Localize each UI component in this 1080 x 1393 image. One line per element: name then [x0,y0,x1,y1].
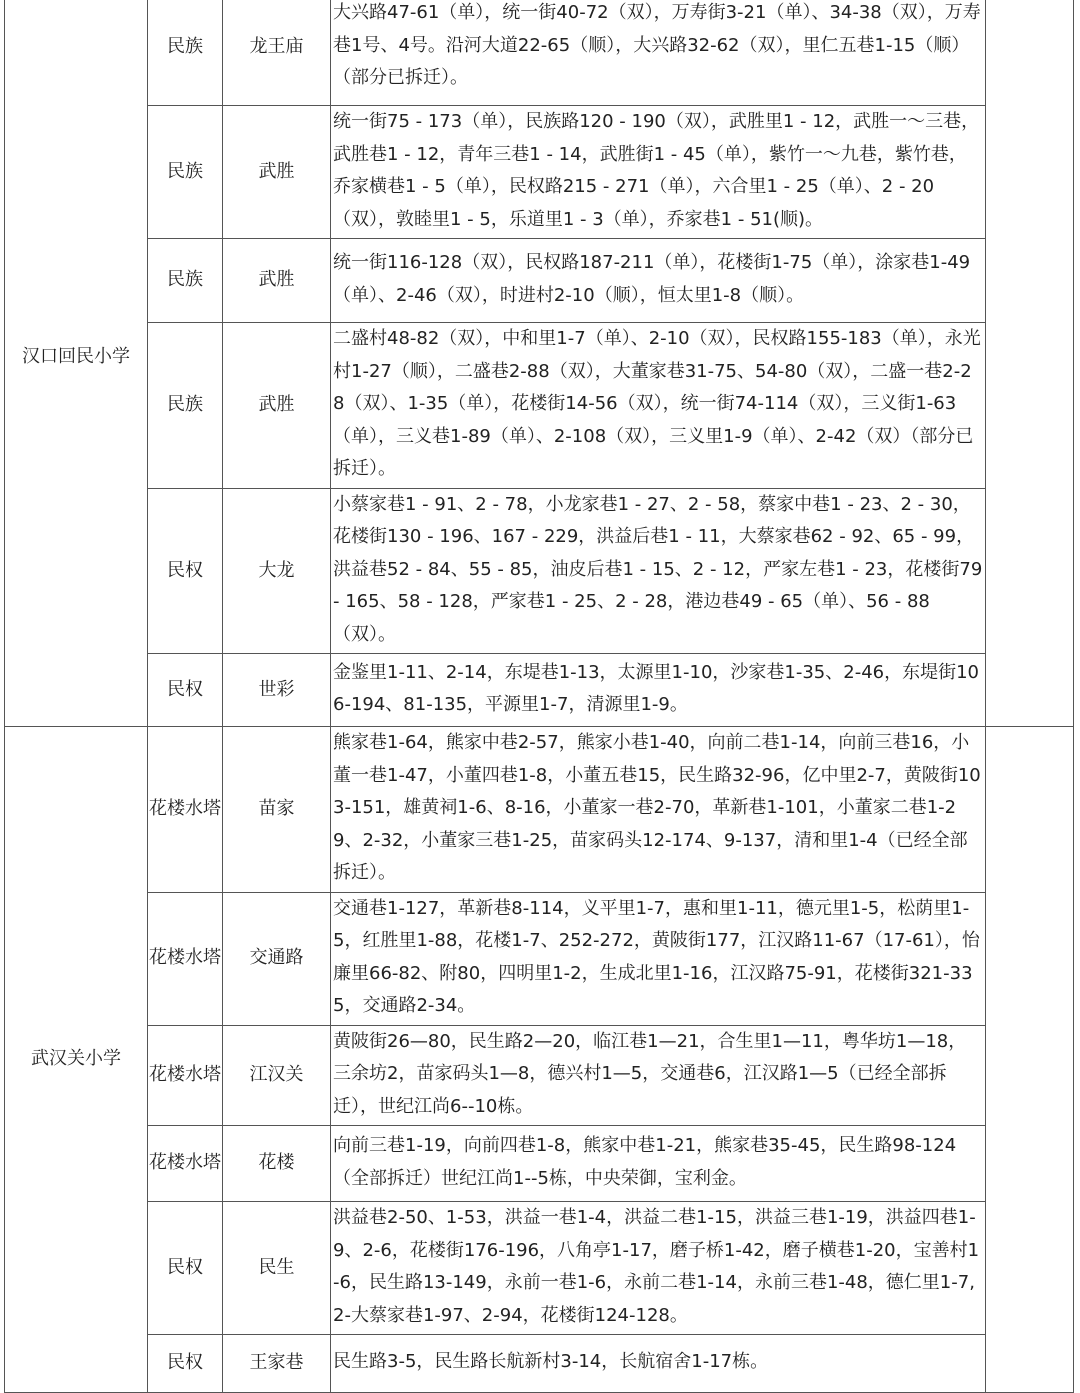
community-name: 王家巷 [223,1335,331,1393]
street-name: 民族 [148,239,223,323]
address-list: 民生路3-5，民生路长航新村3-14，长航宿舍1-17栋。 [331,1335,986,1393]
blank-column-cell [986,0,1074,727]
address-list: 熊家巷1-64，熊家中巷2-57，熊家小巷1-40，向前二巷1-14，向前三巷16，小董一巷1-47，小董四巷1-8，小董五巷15，民生路32-96，亿中里2-7，黄陂街103-151，雄黄祠1-6、8-16，小董家一巷2-70，革新巷1-101，小董家二巷1-29、2-32，小董家三巷1-25，苗家码头12-174、9-137，清和里1-4（已经全部拆迁）。 [331,727,986,893]
address-list: 小蔡家巷1 - 91、2 - 78，小龙家巷1 - 27、2 - 58，蔡家中巷1 - 23、2 - 30，花楼街130 - 196、167 - 229，洪益后巷1 - 11，大蔡家巷62 - 92、65 - 99，洪益巷52 - 84、55 - 85，油皮后巷1 - 15、2 - 12，严家左巷1 - 23，花楼街79 - 165、58 - 128，严家巷1 - 25、2 - 28，港边巷49 - 65（单）、56 - 88（双）。 [331,488,986,654]
street-name: 民权 [148,1202,223,1335]
address-list: 洪益巷2-50、1-53，洪益一巷1-4，洪益二巷1-15，洪益三巷1-19，洪益四巷1-9、2-6，花楼街176-196，八角亭1-17，磨子桥1-42，磨子横巷1-20，宝善村1-6，民生路13-149，永前一巷1-6，永前二巷1-14，永前三巷1-48，德仁里1-7,2-大蔡家巷1-97、2-94，花楼街124-128。 [331,1202,986,1335]
table-row [5,1126,1074,1202]
table-row [5,488,1074,654]
street-name: 民权 [148,654,223,727]
community-name: 武胜 [223,106,331,239]
district-table [4,0,1074,1393]
community-name: 龙王庙 [223,0,331,106]
address-list: 黄陂街26—80，民生路2—20，临江巷1—21，合生里1—11，粤华坊1—18，三余坊2，苗家码头1—8，德兴村1—5，交通巷6，江汉路1—5（已经全部拆迁），世纪江尚6--10栋。 [331,1025,986,1126]
table-row [5,892,1074,1025]
address-list: 统一街75 - 173（单），民族路120 - 190（双），武胜里1 - 12，武胜一～三巷，武胜巷1 - 12，青年三巷1 - 14，武胜街1 - 45（单），紫竹一～九巷，紫竹巷，乔家横巷1 - 5（单），民权路215 - 271（单），六合里1 - 25（单）、2 - 20（双），敦睦里1 - 5，乐道里1 - 3（单），乔家巷1 - 51(顺)。 [331,106,986,239]
address-list: 统一街116-128（双），民权路187-211（单），花楼街1-75（单），涂家巷1-49（单）、2-46（双），时进村2-10（顺），恒太里1-8（顺）。 [331,239,986,323]
table-row [5,323,1074,489]
address-list: 交通巷1-127，革新巷8-114，义平里1-7，惠和里1-11，德元里1-5，松荫里1-5，红胜里1-88，花楼1-7、252-272，黄陂街177，江汉路11-67（17-61），怡廉里66-82、附80，四明里1-2，生成北里1-16，江汉路75-91，花楼街321-335，交通路2-34。 [331,892,986,1025]
table-row [5,727,1074,893]
street-name: 花楼水塔 [148,892,223,1025]
table-row [5,654,1074,727]
street-name: 花楼水塔 [148,727,223,893]
community-name: 苗家 [223,727,331,893]
street-name: 花楼水塔 [148,1025,223,1126]
street-name: 花楼水塔 [148,1126,223,1202]
table-row [5,1335,1074,1393]
table-row [5,106,1074,239]
school-name: 武汉关小学 [5,727,148,1393]
address-list: 向前三巷1-19，向前四巷1-8，熊家中巷1-21，熊家巷35-45，民生路98-124（全部拆迁）世纪江尚1--5栋，中央荣御，宝利金。 [331,1126,986,1202]
blank-column-cell [986,727,1074,1393]
street-name: 民权 [148,488,223,654]
table-row [5,239,1074,323]
street-name: 民族 [148,323,223,489]
table-row [5,0,1074,106]
community-name: 武胜 [223,239,331,323]
community-name: 民生 [223,1202,331,1335]
address-list: 大兴路47-61（单），统一街40-72（双），万寿街3-21（单）、34-38（双），万寿巷1号、4号。沿河大道22-65（顺），大兴路32-62（双），里仁五巷1-15（顺）（部分已拆迁）。 [331,0,986,106]
table-row [5,1025,1074,1126]
address-list: 金鉴里1-11、2-14，东堤巷1-13，太源里1-10，沙家巷1-35、2-46，东堤街106-194、81-135，平源里1-7，清源里1-9。 [331,654,986,727]
address-list: 二盛村48-82（双），中和里1-7（单）、2-10（双），民权路155-183（单），永光村1-27（顺），二盛巷2-88（双），大董家巷31-75、54-80（双），二盛一巷2-28（双）、1-35（单），花楼街14-56（双），统一街74-114（双），三义街1-63（单），三义巷1-89（单）、2-108（双），三义里1-9（单）、2-42（双）（部分已拆迁）。 [331,323,986,489]
community-name: 花楼 [223,1126,331,1202]
school-name: 汉口回民小学 [5,0,148,727]
table-row [5,1202,1074,1335]
street-name: 民族 [148,0,223,106]
community-name: 大龙 [223,488,331,654]
community-name: 江汉关 [223,1025,331,1126]
community-name: 交通路 [223,892,331,1025]
community-name: 世彩 [223,654,331,727]
street-name: 民权 [148,1335,223,1393]
community-name: 武胜 [223,323,331,489]
street-name: 民族 [148,106,223,239]
